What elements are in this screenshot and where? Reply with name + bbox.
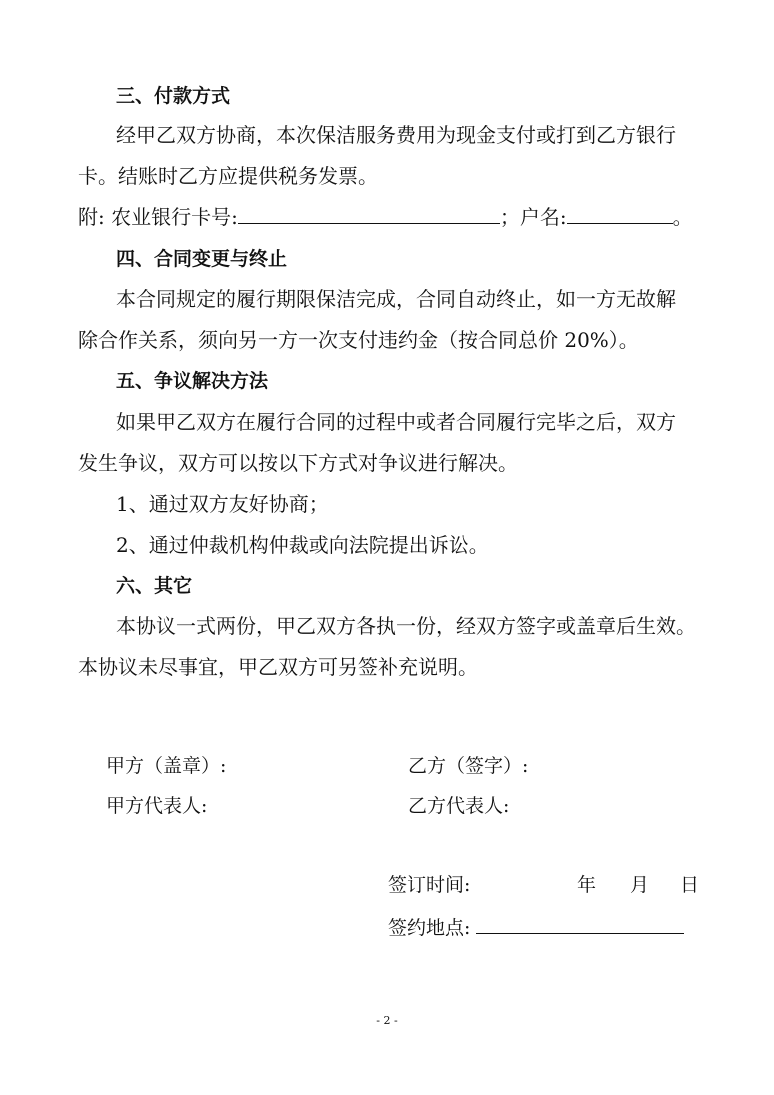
bank-card-label: 附: 农业银行卡号: [78, 205, 238, 229]
day-label: 日 [680, 874, 700, 896]
paragraph-line: 经甲乙双方协商，本次保洁服务费用为现金支付或打到乙方银行 [116, 123, 676, 147]
section-heading-change-termination: 四、合同变更与终止 [116, 248, 288, 270]
sign-place-label: 签约地点: [388, 917, 471, 939]
party-a-representative-label: 甲方代表人: [106, 795, 208, 817]
account-name-label: ；户名: [499, 205, 567, 229]
section-heading-payment: 三、付款方式 [116, 85, 231, 107]
paragraph-line: 除合作关系，须向另一方一次支付违约金（按合同总价 20%）。 [78, 328, 639, 352]
party-a-seal-label: 甲方（盖章）: [106, 755, 227, 777]
party-b-representative-label: 乙方代表人: [408, 795, 510, 817]
paragraph-line: 如果甲乙双方在履行合同的过程中或者合同履行完毕之后，双方 [116, 410, 676, 434]
paragraph-line: 发生争议，双方可以按以下方式对争议进行解决。 [78, 451, 518, 475]
page-number: - 2 - [376, 1014, 398, 1027]
account-name-blank[interactable] [567, 203, 673, 224]
paragraph-line: 本合同规定的履行期限保洁完成，合同自动终止，如一方无故解 [116, 287, 676, 311]
year-label: 年 [577, 874, 597, 896]
sign-place-row [388, 913, 684, 942]
paragraph-line: 卡。结账时乙方应提供税务发票。 [78, 164, 378, 188]
sign-time-label: 签订时间: [388, 874, 471, 896]
section-heading-other: 六、其它 [116, 575, 193, 597]
list-item: 1、通过双方友好协商； [116, 492, 329, 516]
paragraph-line: 本协议未尽事宜，甲乙双方可另签补充说明。 [78, 655, 478, 679]
bank-info-line [78, 203, 693, 231]
month-label: 月 [630, 874, 650, 896]
bank-card-blank[interactable] [238, 203, 500, 224]
bank-line-end: 。 [672, 205, 693, 229]
party-b-sign-label: 乙方（签字）: [408, 755, 529, 777]
paragraph-line: 本协议一式两份，甲乙双方各执一份，经双方签字或盖章后生效。 [116, 614, 696, 638]
sign-place-blank[interactable] [476, 913, 684, 934]
list-item: 2、通过仲裁机构仲裁或向法院提出诉讼。 [116, 533, 489, 557]
section-heading-dispute-resolution: 五、争议解决方法 [116, 370, 269, 392]
